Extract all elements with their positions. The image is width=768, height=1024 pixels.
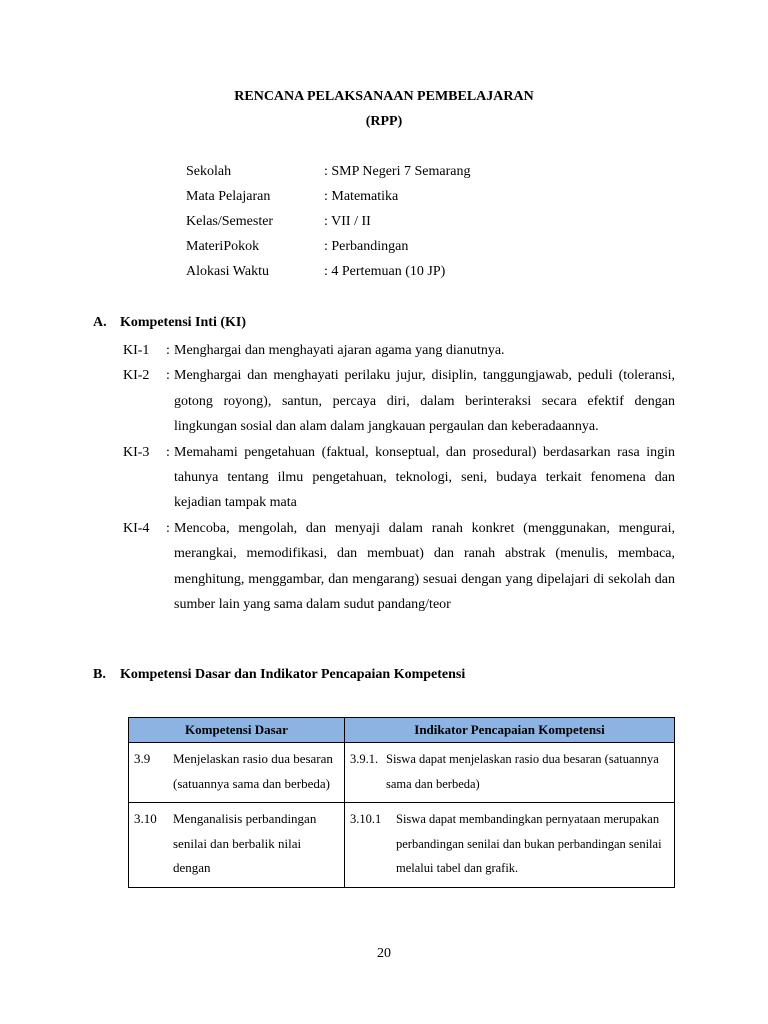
- ki-item: [123, 338, 675, 363]
- kd-text: Menjelaskan rasio dua besaran (satuannya sama dan berbeda): [173, 751, 333, 791]
- ki-colon: :: [166, 520, 170, 536]
- info-label: Mata Pelajaran: [186, 189, 271, 204]
- indicator-number: 3.9.1.: [350, 752, 379, 766]
- info-row-material: [186, 237, 470, 262]
- ki-code: KI-3: [123, 444, 150, 460]
- identity-block: [186, 162, 470, 287]
- info-row-school: [186, 162, 470, 187]
- table-row: [129, 803, 675, 888]
- header-indikator: Indikator Pencapaian Kompetensi: [345, 718, 675, 743]
- info-label: Alokasi Waktu: [186, 264, 269, 279]
- info-value: : SMP Negeri 7 Semarang: [324, 164, 471, 179]
- ki-item: [123, 516, 675, 618]
- section-letter: B.: [93, 667, 106, 682]
- table-row: [129, 743, 675, 803]
- info-value: : VII / II: [324, 214, 371, 229]
- ki-text: Menghargai dan menghayati perilaku jujur, disiplin, tanggungjawab, peduli (toleransi, gotong royong), santun, percaya diri, dalam berinteraksi secara efektif dengan lingkungan sosial dan alam dalam jangkauan pergaulan dan keberadaannya.: [174, 368, 675, 435]
- info-value: : Matematika: [324, 189, 399, 204]
- info-row-time: [186, 262, 470, 287]
- ki-code: KI-2: [123, 368, 150, 384]
- indicator-text: Siswa dapat membandingkan pernyataan merupakan perbandingan senilai dan bukan perbandingan senilai melalui tabel dan grafik.: [396, 812, 662, 875]
- info-row-subject: [186, 187, 470, 212]
- kd-cell: [129, 743, 345, 803]
- header-kompetensi-dasar: Kompetensi Dasar: [129, 718, 345, 743]
- indicator-text: Siswa dapat menjelaskan rasio dua besaran (satuannya sama dan berbeda): [386, 752, 659, 791]
- kd-cell: [129, 803, 345, 888]
- page-number: 20: [377, 946, 391, 961]
- info-label: Kelas/Semester: [186, 214, 274, 229]
- info-row-class: [186, 212, 470, 237]
- document-subtitle: (RPP): [365, 114, 403, 129]
- kd-number: 3.10: [134, 811, 157, 826]
- section-letter: A.: [93, 315, 107, 330]
- ki-text: Mencoba, mengolah, dan menyaji dalam ranah konkret (menggunakan, mengurai, merangkai, memodifikasi, dan membuat) dan ranah abstrak (menulis, membaca, menghitung, menggambar, dan mengarang) sesuai dengan yang dipelajari di sekolah dan sumber lain yang sama dalam sudut pandang/teor: [174, 520, 675, 613]
- indicator-number: 3.10.1: [350, 812, 382, 826]
- info-value: : Perbandingan: [324, 239, 409, 254]
- section-title: Kompetensi Inti (KI): [120, 315, 246, 330]
- ki-colon: :: [166, 444, 170, 460]
- ki-list: [123, 338, 675, 617]
- ki-code: KI-1: [123, 343, 150, 358]
- table-header-row: [129, 718, 675, 743]
- indicator-cell: [345, 743, 675, 803]
- ki-colon: :: [166, 343, 170, 358]
- info-label: MateriPokok: [186, 239, 260, 254]
- info-label: Sekolah: [186, 164, 232, 179]
- ki-code: KI-4: [123, 520, 150, 536]
- kd-number: 3.9: [134, 751, 151, 766]
- ki-colon: :: [166, 368, 170, 384]
- kd-text: Menganalisis perbandingan senilai dan berbalik nilai dengan: [173, 811, 317, 875]
- info-value: : 4 Pertemuan (10 JP): [324, 264, 446, 279]
- document-title: RENCANA PELAKSANAAN PEMBELAJARAN: [234, 89, 534, 104]
- ki-item: [123, 363, 675, 439]
- ki-item: [123, 440, 675, 516]
- ki-text: Menghargai dan menghayati ajaran agama yang dianutnya.: [174, 343, 505, 358]
- indicator-cell: [345, 803, 675, 888]
- competency-table: [128, 717, 675, 888]
- ki-text: Memahami pengetahuan (faktual, konseptual, dan prosedural) berdasarkan rasa ingin tahunya tentang ilmu pengetahuan, teknologi, seni, budaya terkait fenomena dan kejadian tampak mata: [174, 444, 675, 511]
- section-title: Kompetensi Dasar dan Indikator Pencapaian Kompetensi: [120, 667, 466, 682]
